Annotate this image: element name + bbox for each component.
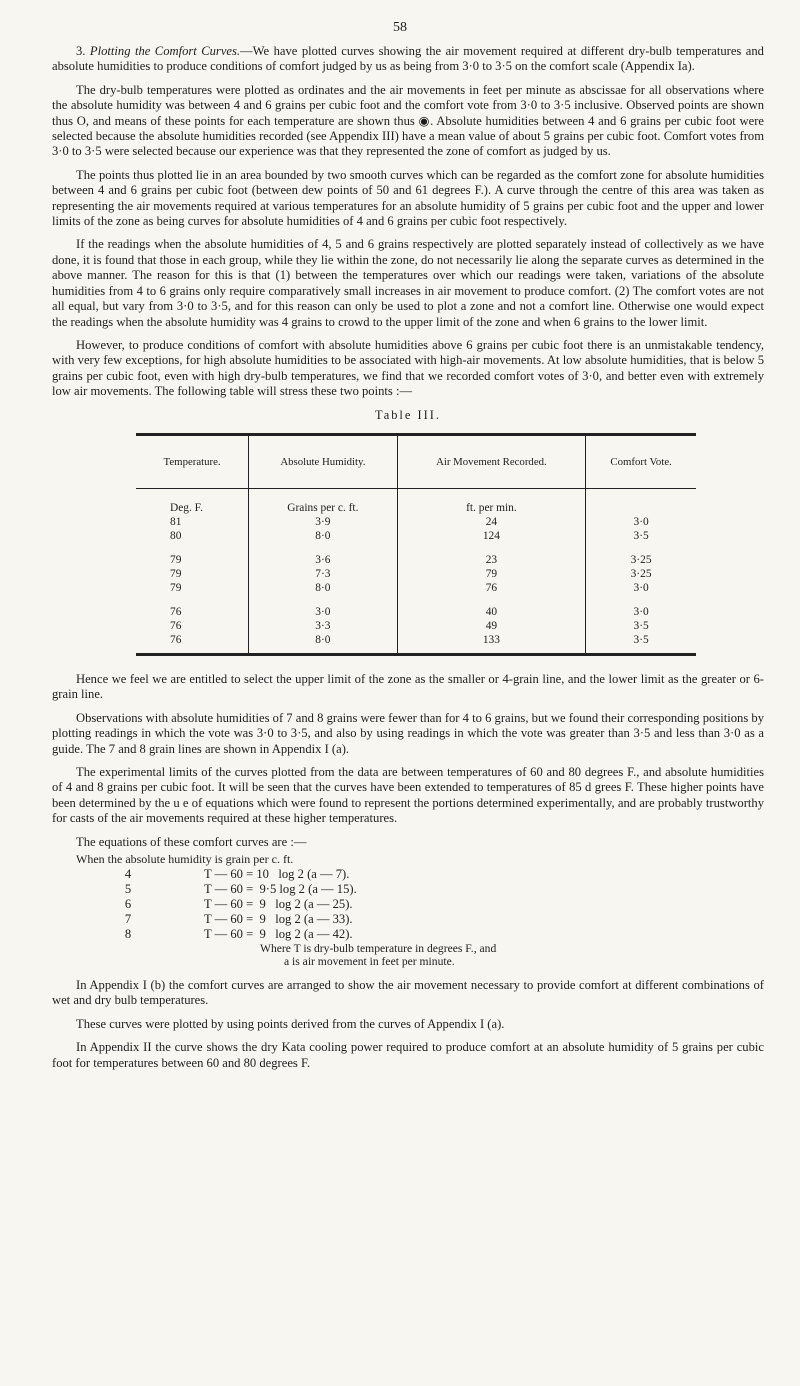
paragraph: Observations with absolute humidities of 7 and 8 grains were fewer than for 4 to 6 grains, but we found their corresponding positions by plotting readings in which the vote was 3·0 to 3·5, and also by using readings in which the vote was greater than 3·5 and less than 3·0 as a guide. The 7 and 8 grain lines are shown in Appendix I (a).	[52, 710, 764, 756]
table-cell: 3·5	[633, 619, 649, 632]
equation: T — 60 = 9·5 log 2 (a — 15).	[204, 882, 357, 896]
table-cell: 76	[136, 619, 249, 633]
equation-row	[52, 897, 764, 912]
table-cell: 8·0	[249, 581, 397, 595]
table-row	[136, 529, 696, 543]
equations-block	[52, 852, 764, 968]
equation-row	[52, 867, 764, 882]
humidity-value: 6	[124, 897, 132, 911]
table-row	[136, 581, 696, 595]
table-header-row	[136, 434, 696, 488]
document-body	[52, 44, 764, 1079]
paragraph: However, to produce conditions of comfort with absolute humidities above 6 grains per cubic foot there is an unmistakable tendency, with very few exceptions, for high absolute humidities to be associated with high-air movements. At low absolute humidities, that is below 5 grains per cubic foot, even with high dry-bulb temperatures, we find that we recorded comfort votes of 3·0, and better even with extremely low air movements. The following table will stress these two points :—	[52, 337, 764, 399]
column-header: Absolute Humidity.	[249, 434, 397, 488]
table-cell: 3·25	[630, 567, 652, 580]
table-cell: 3·0	[633, 581, 649, 594]
table-cell: 79	[397, 567, 586, 581]
paragraph-plotting-comfort-curves	[52, 44, 764, 75]
table-cell: 76	[136, 595, 249, 619]
paragraph: The dry-bulb temperatures were plotted as ordinates and the air movements in feet per minute as abscissae for all observations where the absolute humidity was between 4 and 6 grains per cubic foot and the comfort vote from 3·0 to 3·5 inclusive. Observed points are shown thus O, and means of these points for each temperature are shown thus ◉. Absolute humidities between 4 and 6 grains per cubic foot were selected because the absolute humidities recorded (see Appendix III) have a mean value of about 5 grains per cubic foot. Comfort votes from 3·0 to 3·5 were selected because our experience was that they represented the zone of comfort as judged by us.	[52, 82, 764, 159]
equation-legend: Where T is dry-bulb temperature in degrees F., and	[260, 942, 497, 955]
table-row	[136, 543, 696, 567]
table-cell: 3·0	[633, 515, 649, 528]
data-table	[136, 433, 696, 656]
table-row	[136, 619, 696, 633]
paragraph: The equations of these comfort curves are :—	[76, 834, 307, 849]
equation: T — 60 = 9 log 2 (a — 42).	[204, 927, 353, 941]
table-cell: 7·3	[249, 567, 397, 581]
units-cell: ft. per min.	[397, 488, 586, 515]
column-header: Comfort Vote.	[586, 434, 696, 488]
humidity-value: 7	[124, 912, 132, 926]
units-cell: Deg. F.	[136, 488, 249, 515]
table-cell: 79	[136, 567, 249, 581]
column-header: Air Movement Recorded.	[397, 434, 586, 488]
paragraph: If the readings when the absolute humidities of 4, 5 and 6 grains respectively are plotted separately instead of collectively as we have done, it is found that those in each group, while they lie within the zone, do not necessarily lie along the separate curves as determined in the above manner. The reason for this is that (1) between the temperatures over which our readings were taken, variations of the absolute humidities from 4 to 6 grains only require comparatively small increases in air movement to produce comfort. (2) The comfort votes are not all equal, but vary from 3·0 to 3·5, and for this reason can only be used to plot a zone and not a comfort line. Otherwise one would expect the readings when the absolute humidity was 4 grains to crowd to the upper limit of the zone and when 6 grains to the lower limit.	[52, 237, 764, 329]
table-cell: 3·25	[630, 553, 652, 566]
section-number: 3.	[76, 44, 90, 58]
table-cell: 80	[136, 529, 249, 543]
paragraph: These curves were plotted by using points derived from the curves of Appendix I (a).	[76, 1016, 505, 1031]
humidity-value: 5	[124, 882, 132, 896]
paragraph: The experimental limits of the curves plotted from the data are between temperatures of 60 and 80 degrees F., and absolute humidities of 4 and 8 grains per cubic foot. It will be seen that the curves have been extended to temperatures of 85 d grees F. These higher points have been determined by the u e of equations which were found to represent the portions determined experimentally, and are probably trustworthy for casts of the air movements required at these higher temperatures.	[52, 764, 764, 826]
table-cell: 124	[397, 529, 586, 543]
equation: T — 60 = 9 log 2 (a — 33).	[204, 912, 353, 926]
table-cell: 40	[397, 595, 586, 619]
table-row	[136, 595, 696, 619]
table-cell: 8·0	[249, 633, 397, 655]
humidity-value: 4	[124, 867, 132, 881]
section-title: Plotting the Comfort Curves.	[89, 44, 241, 58]
table-cell: 3·0	[249, 595, 397, 619]
table-cell: 81	[136, 515, 249, 529]
paragraph: In Appendix I (b) the comfort curves are arranged to show the air movement necessary to provide comfort at different combinations of wet and dry bulb temperatures.	[52, 978, 764, 1008]
table-cell: 3·6	[249, 543, 397, 567]
units-cell	[586, 488, 696, 515]
units-cell: Grains per c. ft.	[249, 488, 397, 515]
table-units-row	[136, 488, 696, 515]
table-row	[136, 633, 696, 655]
paragraph: The points thus plotted lie in an area bounded by two smooth curves which can be regarded as the comfort zone for absolute humidities between 4 and 6 grains per cubic foot (between dew points of 50 and 61 degrees F.). A curve through the centre of this area was taken as representing the air movements required at various temperatures for an absolute humidity of 5 grains per cubic foot and the upper and lower limits of the zone as being curves for absolute humidities of 4 and 6 grains per cubic foot respectively.	[52, 167, 764, 229]
table-caption: Table III.	[375, 407, 441, 422]
equation: T — 60 = 10 log 2 (a — 7).	[204, 867, 350, 881]
paragraph-text: —We have plotted curves showing the air movement required at different dry-bulb temperatures and absolute humidities to produce conditions of comfort judged by us as being from 3·0 to 3·5 on the comfort scale (Appendix Ia).	[52, 44, 764, 74]
table-cell: 133	[397, 633, 586, 655]
table-cell: 8·0	[249, 529, 397, 543]
table-cell: 23	[397, 543, 586, 567]
table-cell: 3·0	[633, 605, 649, 618]
equations-heading: When the absolute humidity is grain per c. ft.	[76, 852, 294, 866]
equation: T — 60 = 9 log 2 (a — 25).	[204, 897, 353, 911]
table-cell: 3·3	[249, 619, 397, 633]
table-cell: 3·5	[586, 633, 696, 655]
equation-legend: a is air movement in feet per minute.	[284, 955, 455, 968]
paragraph: In Appendix II the curve shows the dry Kata cooling power required to produce comfort at an absolute humidity of 5 grains per cubic foot for temperatures between 60 and 80 degrees F.	[52, 1040, 764, 1070]
table-cell: 3·5	[633, 529, 649, 542]
page-number: 58	[393, 20, 407, 35]
table-row	[136, 567, 696, 581]
humidity-value: 8	[124, 927, 132, 941]
column-header: Temperature.	[136, 434, 249, 488]
table-cell: 79	[136, 543, 249, 567]
paragraph: Hence we feel we are entitled to select the upper limit of the zone as the smaller or 4-grain line, and the lower limit as the greater or 6-grain line.	[52, 671, 764, 702]
table-cell: 79	[136, 581, 249, 595]
equation-row	[52, 927, 764, 942]
table-cell: 3·9	[249, 515, 397, 529]
table-cell: 24	[397, 515, 586, 529]
table-cell: 76	[136, 633, 249, 655]
table-cell: 49	[397, 619, 586, 633]
table-row	[136, 515, 696, 529]
equation-row	[52, 912, 764, 927]
table-cell: 76	[397, 581, 586, 595]
equation-row	[52, 882, 764, 897]
